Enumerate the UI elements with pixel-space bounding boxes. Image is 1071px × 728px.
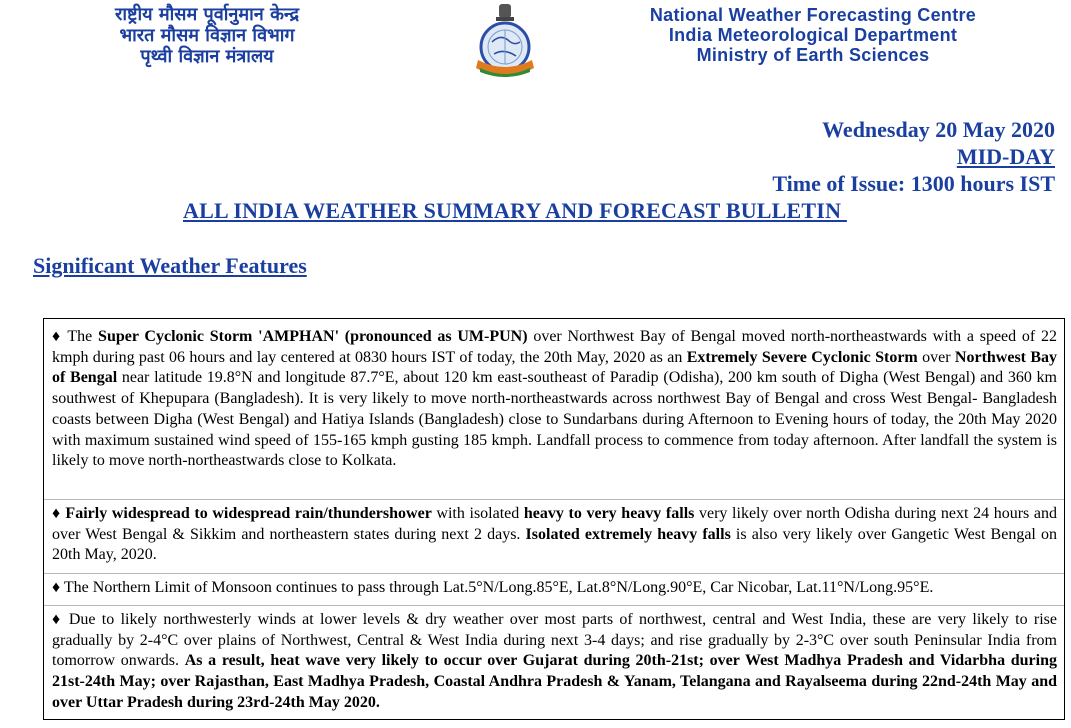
feature-paragraph	[52, 610, 1057, 714]
text-segment: with isolated	[431, 505, 524, 522]
bullet-icon: ♦	[52, 611, 63, 628]
feature-paragraph	[52, 327, 1057, 472]
imd-emblem-icon	[462, 2, 548, 82]
issue-info	[772, 116, 1055, 197]
issue-time: Time of Issue: 1300 hours IST	[772, 171, 1055, 196]
bullet-icon: ♦	[52, 328, 62, 345]
hindi-header	[62, 4, 352, 67]
hindi-header-line: भारत मौसम विज्ञान विभाग	[119, 25, 295, 46]
bold-text-segment: heavy to very heavy falls	[523, 505, 695, 522]
english-header-line: Ministry of Earth Sciences	[696, 45, 930, 65]
paragraph-divider	[44, 605, 1064, 606]
hindi-header-line: राष्ट्रीय मौसम पूर्वानुमान केन्द्र	[114, 4, 300, 25]
paragraph-divider	[44, 499, 1064, 500]
text-segment: very likely over north Odisha during next 24 hours and over West Bengal & Sikkim and northeastern states during next 2 days.	[52, 505, 1057, 543]
issue-date: Wednesday 20 May 2020	[822, 117, 1055, 142]
english-header	[588, 5, 1038, 65]
bulletin-title: ALL INDIA WEATHER SUMMARY AND FORECAST BULLETIN	[183, 198, 847, 223]
bold-text-segment: Northwest Bay of Bengal	[52, 348, 1058, 387]
feature-paragraph	[52, 578, 1057, 599]
text-segment: Due to likely northwesterly winds at lower levels & dry weather over most parts of northwest, central and West India, these are very likely to rise gradually by 2-4°C over plains of Northwest, Central & West India during next 3-4 days; and rise gradually by 2-3°C over south Peninsular India from tomorrow onwards.	[52, 611, 1057, 670]
section-title: Significant Weather Features	[33, 253, 307, 278]
text-segment: near latitude 19.8°N and longitude 87.7°E, about 120 km east-southeast of Paradip (Odisha), 200 km south of Digha (West Bengal) and 360 km southwest of Khepupara (Bangladesh). It is very likely to move north-northeastwards across northwest Bay of Bengal and cross West Bengal- Bangladesh coasts between Digha (West Bengal) and Hatiya Islands (Bangladesh) close to Sundarbans during Afternoon to Evening hours of today, the 20th May 2020 with maximum sustained wind speed of 155-165 kmph gusting 185 kmph. Landfall process to commence from today afternoon. After landfall the system is likely to move north-northeastwards close to Kolkata.	[52, 369, 1057, 470]
bold-text-segment: Fairly widespread to widespread rain/thundershower	[65, 505, 432, 522]
english-header-line: India Meteorological Department	[668, 25, 958, 45]
bullet-icon: ♦	[52, 505, 61, 522]
text-segment: is also very likely over Gangetic West Bengal on 20th May, 2020.	[52, 525, 1057, 564]
bold-text-segment: As a result, heat wave very likely to occur over Gujarat during 20th-21st; over West Madhya Pradesh and Vidarbha during 21st-24th May; over Rajasthan, East Madhya Pradesh, Coastal Andhra Pradesh & Yanam, Telangana and Rayalseema during 22nd-24th May and over Uttar Pradesh during 23rd-24th May 2020.	[52, 652, 1057, 711]
text-segment: The Northern Limit of Monsoon continues to pass through Lat.5°N/Long.85°E, Lat.8°N/Long.90°E, Car Nicobar, Lat.11°N/Long.95°E.	[60, 579, 934, 596]
english-header-line: National Weather Forecasting Centre	[649, 5, 977, 25]
text-segment: over Northwest Bay of Bengal moved north-northeastwards with a speed of 22 kmph during past 06 hours and lay centered at 0830 hours IST of today, the 20th May, 2020 as an	[52, 328, 1057, 366]
feature-paragraph	[52, 504, 1057, 566]
bold-text-segment: Super Cyclonic Storm 'AMPHAN' (pronounced as UM-PUN)	[98, 328, 528, 345]
bullet-icon: ♦	[52, 579, 61, 596]
issue-period: MID-DAY	[956, 144, 1055, 169]
hindi-header-line: पृथ्वी विज्ञान मंत्रालय	[140, 46, 274, 67]
bold-text-segment: Isolated extremely heavy falls	[525, 525, 731, 543]
bold-text-segment: Extremely Severe Cyclonic Storm	[686, 348, 918, 366]
text-segment: over	[917, 348, 955, 366]
text-segment: The	[61, 328, 99, 345]
paragraph-divider	[44, 573, 1064, 574]
